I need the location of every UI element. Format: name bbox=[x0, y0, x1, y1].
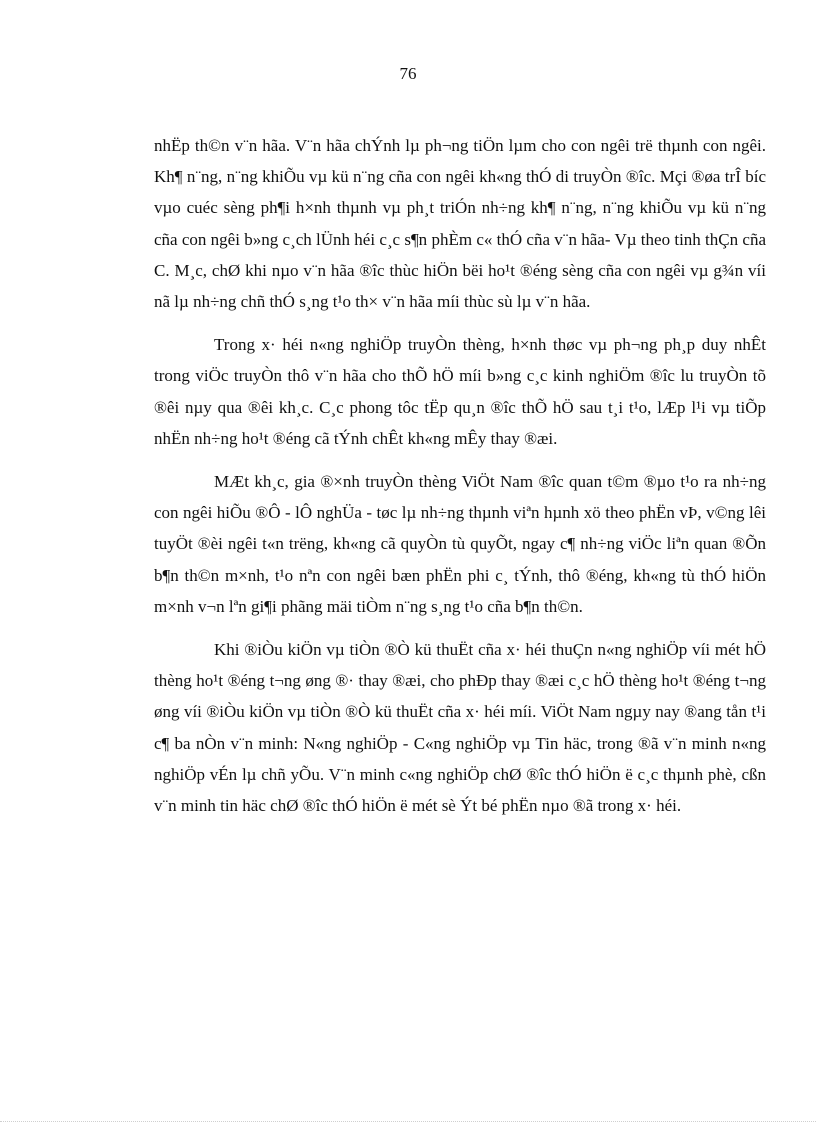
paragraph-1: nhËp th©n v¨n hãa. V¨n hãa chÝnh lµ ph¬ng tiÖn lµm cho con ngêi trë thµnh con ngêi. Kh¶ n¨ng, n¨ng khiÕu vµ kü n¨ng cña con ngêi kh«ng thÓ di truyÒn ®îc. Mçi ®øa trÎ bíc vµo cuéc sèng ph¶i h×nh thµnh vµ ph¸t triÓn nh÷ng kh¶ n¨ng, n¨ng khiÕu vµ kü n¨ng cña con ngêi b»ng c¸ch lÜnh héi c¸c s¶n phÈm c« thÓ cña v¨n hãa- Vµ theo tinh thÇn cña C. M¸c, chØ khi nµo v¨n hãa ®îc thùc hiÖn bëi ho¹t ®éng sèng cña con ngêi vµ g¾n víi nã lµ nh÷ng chñ thÓ s¸ng t¹o th× v¨n hãa míi thùc sù lµ v¨n hãa. bbox=[154, 136, 766, 312]
page-number: 76 bbox=[399, 64, 417, 83]
paragraph-4: Khi ®iÒu kiÖn vµ tiÒn ®Ò kü thuËt cña x· héi thuÇn n«ng nghiÖp víi mét hÖ thèng ho¹t ®éng t¬ng øng ®· thay ®æi, cho phÐp thay ®æi c¸c hÖ thèng ho¹t ®éng t¬ng øng víi ®iÒu kiÖn vµ tiÒn ®Ò kü thuËt cña x· héi míi. ViÖt Nam ngµy nay ®ang tån t¹i c¶ ba nÒn v¨n minh: N«ng nghiÖp - C«ng nghiÖp vµ Tin häc, trong ®ã v¨n minh n«ng nghiÖp vÉn lµ chñ yÕu. V¨n minh c«ng nghiÖp chØ ®îc thÓ hiÖn ë c¸c thµnh phè, cßn v¨n minh tin häc chØ ®îc thÓ hiÖn ë mét sè Ýt bé phËn nµo ®ã trong x· héi. bbox=[154, 640, 766, 816]
paragraph-3: MÆt kh¸c, gia ®×nh truyÒn thèng ViÖt Nam ®îc quan t©m ®µo t¹o ra nh÷ng con ngêi hiÕu ®Ô - lÔ nghÜa - tøc lµ nh÷ng thµnh viªn hµnh xö theo phËn vÞ, v©ng lêi tuyÖt ®èi ngêi t«n trëng, kh«ng cã quyÒn tù quyÕt, ngay c¶ nh÷ng viÖc liªn quan ®Õn b¶n th©n m×nh, t¹o nªn con ngêi bæn phËn phi c¸ tÝnh, thô ®éng, kh«ng tù thÓ hiÖn m×nh v¬n lªn gi¶i phãng mäi tiÒm n¨ng s¸ng t¹o cña b¶n th©n. bbox=[154, 472, 766, 616]
body-text bbox=[154, 130, 766, 833]
paragraph-2: Trong x· héi n«ng nghiÖp truyÒn thèng, h×nh thøc vµ ph¬ng ph¸p duy nhÊt trong viÖc truyÒn thô v¨n hãa cho thÕ hÖ míi b»ng c¸c kinh nghiÖm ®îc lu truyÒn tõ ®êi nµy qua ®êi kh¸c. C¸c phong tôc tËp qu¸n ®îc thÕ hÖ sau t¸i t¹o, lÆp l¹i vµ tiÕp nhËn nh÷ng ho¹t ®éng cã tÝnh chÊt kh«ng mÊy thay ®æi. bbox=[154, 335, 766, 448]
